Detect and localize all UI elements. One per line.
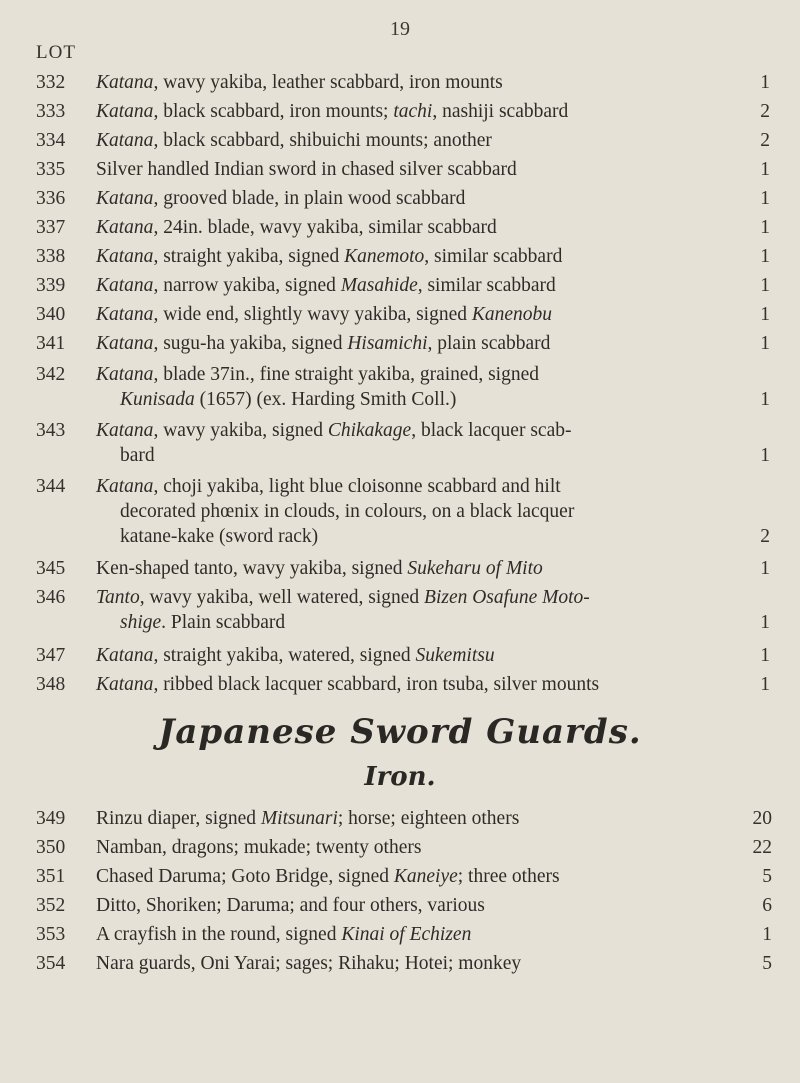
lot-description: Katana, wavy yakiba, leather scabbard, iron mounts — [96, 72, 503, 93]
lot-description: A crayfish in the round, signed Kinai of Echizen — [96, 924, 472, 945]
lot-quantity: 2 — [760, 526, 770, 547]
lot-number: 347 — [36, 645, 66, 666]
lot-number: 353 — [36, 924, 66, 945]
lot-quantity: 20 — [752, 808, 772, 829]
lot-quantity: 22 — [752, 837, 772, 858]
lot-description: Katana, straight yakiba, watered, signed Sukemitsu — [96, 645, 495, 666]
lot-description: Rinzu diaper, signed Mitsunari; horse; eighteen others — [96, 808, 520, 829]
lot-number: 349 — [36, 808, 66, 829]
lot-quantity: 2 — [760, 130, 770, 151]
lot-description — [96, 585, 716, 635]
lot-quantity: 1 — [760, 445, 770, 466]
lot-number: 332 — [36, 72, 66, 93]
lot-quantity: 1 — [760, 389, 770, 410]
lot-description: Chased Daruma; Goto Bridge, signed Kaneiye; three others — [96, 866, 560, 887]
lot-number: 352 — [36, 895, 66, 916]
lot-quantity: 1 — [760, 72, 770, 93]
lot-description-continuation: decorated phœnix in clouds, in colours, on a black lacquer — [120, 501, 575, 522]
lot-quantity: 1 — [760, 217, 770, 238]
lot-quantity: 1 — [760, 645, 770, 666]
lot-number: 351 — [36, 866, 66, 887]
lot-quantity: 1 — [760, 558, 770, 579]
lot-quantity: 5 — [762, 866, 772, 887]
lot-number: 333 — [36, 101, 66, 122]
lot-number: 337 — [36, 217, 66, 238]
lot-column-header: LOT — [36, 42, 76, 63]
lot-description-line: Katana, wavy yakiba, signed Chikakage, black lacquer scab- — [96, 420, 572, 441]
lot-quantity: 1 — [760, 612, 770, 633]
lot-description — [96, 362, 716, 412]
lot-description: Ken-shaped tanto, wavy yakiba, signed Sukeharu of Mito — [96, 558, 543, 579]
lot-description-line: Katana, blade 37in., fine straight yakiba, grained, signed — [96, 364, 540, 385]
lot-number: 354 — [36, 953, 66, 974]
section-subtitle: Iron. — [364, 762, 436, 792]
lot-description: Katana, wide end, slightly wavy yakiba, signed Kanenobu — [96, 304, 553, 325]
page-number: 19 — [390, 18, 410, 40]
lot-quantity: 1 — [760, 159, 770, 180]
lot-description-continuation: shige. Plain scabbard — [120, 612, 286, 633]
lot-description: Katana, sugu-ha yakiba, signed Hisamichi, plain scabbard — [96, 333, 551, 354]
lot-description-continuation: bard — [120, 445, 155, 466]
lot-description-line: Tanto, wavy yakiba, well watered, signed Bizen Osafune Moto- — [96, 587, 590, 608]
lot-description: Katana, grooved blade, in plain wood scabbard — [96, 188, 466, 209]
lot-number: 345 — [36, 558, 66, 579]
lot-quantity: 1 — [760, 275, 770, 296]
lot-quantity: 1 — [760, 188, 770, 209]
lot-number: 339 — [36, 275, 66, 296]
lot-description-continuation: Kunisada (1657) (ex. Harding Smith Coll.) — [120, 389, 457, 410]
lot-number: 334 — [36, 130, 66, 151]
lot-description: Katana, ribbed black lacquer scabbard, iron tsuba, silver mounts — [96, 674, 600, 695]
lot-description: Namban, dragons; mukade; twenty others — [96, 837, 422, 858]
section-title: Japanese Sword Guards. — [158, 712, 642, 752]
lot-description-line: Katana, choji yakiba, light blue cloisonne scabbard and hilt — [96, 476, 561, 497]
lot-description: Katana, straight yakiba, signed Kanemoto, similar scabbard — [96, 246, 563, 267]
lot-quantity: 1 — [762, 924, 772, 945]
lot-quantity: 1 — [760, 246, 770, 267]
lot-quantity: 1 — [760, 304, 770, 325]
lot-description: Ditto, Shoriken; Daruma; and four others, various — [96, 895, 485, 916]
lot-quantity: 1 — [760, 674, 770, 695]
lot-quantity: 2 — [760, 101, 770, 122]
lot-number: 350 — [36, 837, 66, 858]
lot-description: Katana, black scabbard, shibuichi mounts; another — [96, 130, 492, 151]
lot-number: 335 — [36, 159, 66, 180]
lot-number: 343 — [36, 420, 66, 441]
lot-description: Nara guards, Oni Yarai; sages; Rihaku; Hotei; monkey — [96, 953, 522, 974]
lot-number: 336 — [36, 188, 66, 209]
lot-number: 344 — [36, 476, 66, 497]
lot-quantity: 6 — [762, 895, 772, 916]
lot-description — [96, 474, 716, 549]
lot-number: 341 — [36, 333, 66, 354]
lot-description-continuation: katane-kake (sword rack) — [120, 526, 319, 547]
lot-number: 342 — [36, 364, 66, 385]
lot-description: Katana, narrow yakiba, signed Masahide, similar scabbard — [96, 275, 556, 296]
lot-description: Silver handled Indian sword in chased silver scabbard — [96, 159, 517, 180]
lot-quantity: 5 — [762, 953, 772, 974]
lot-quantity: 1 — [760, 333, 770, 354]
lot-number: 348 — [36, 674, 66, 695]
lot-description: Katana, 24in. blade, wavy yakiba, similar scabbard — [96, 217, 497, 238]
lot-description — [96, 418, 716, 468]
lot-number: 340 — [36, 304, 66, 325]
lot-number: 338 — [36, 246, 66, 267]
lot-description: Katana, black scabbard, iron mounts; tachi, nashiji scabbard — [96, 101, 569, 122]
lot-number: 346 — [36, 587, 66, 608]
